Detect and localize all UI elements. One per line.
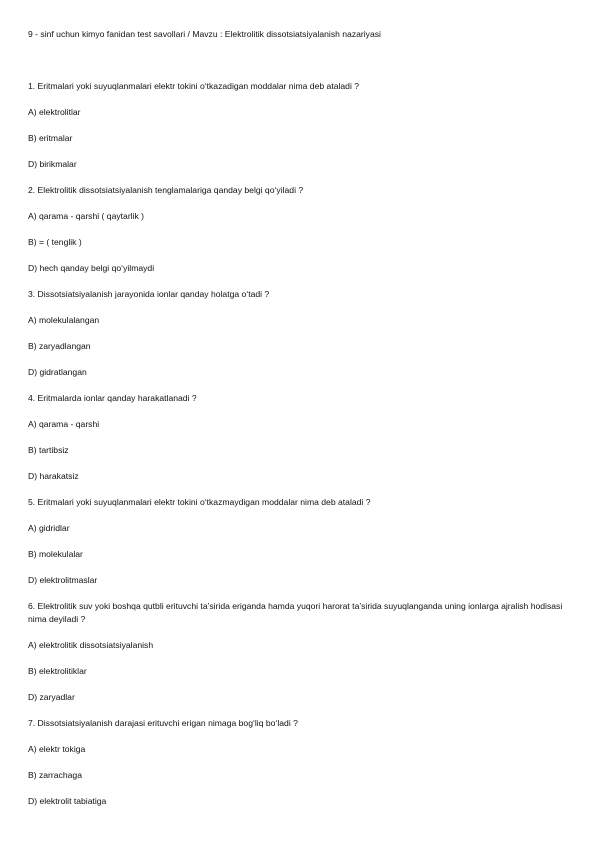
question-text: 1. Eritmalari yoki suyuqlanmalari elektr tokini o‘tkazadigan moddalar nima deb ataladi ?: [28, 81, 360, 91]
answer-option-a: A) qarama - qarshi ( qaytarlik ): [28, 211, 145, 221]
question-block: [28, 600, 568, 703]
question-text: 6. Elektrolitik suv yoki boshqa qutbli erituvchi ta’sirida eriganda hamda yuqori harorat ta’sirida suyuqlanganda uning ionlarga ajralish hodisasi nima deyiladi ?: [28, 601, 563, 624]
answer-option-a: A) elektrolitlar: [28, 107, 81, 117]
question-text: 3. Dissotsiatsiyalanish jarayonida ionlar qanday holatga o‘tadi ?: [28, 289, 270, 299]
answer-option-a: A) elektrolitik dissotsiatsiyalanish: [28, 640, 154, 650]
question-block: [28, 80, 568, 170]
answer-option-b: B) = ( tenglik ): [28, 237, 82, 247]
answer-option-b: B) zaryadlangan: [28, 341, 91, 351]
answer-option-d: D) gidratlangan: [28, 367, 87, 377]
answer-option-b: B) molekulalar: [28, 549, 83, 559]
answer-option-d: D) hech qanday belgi qo‘yilmaydi: [28, 263, 155, 273]
question-text: 4. Eritmalarda ionlar qanday harakatlanadi ?: [28, 393, 197, 403]
answer-option-b: B) elektrolitiklar: [28, 666, 87, 676]
question-block: [28, 496, 568, 586]
document-title: 9 - sinf uchun kimyo fanidan test savollari / Mavzu : Elektrolitik dissotsiatsiyalanish nazariyasi: [28, 29, 381, 39]
answer-option-b: B) zarrachaga: [28, 770, 82, 780]
answer-option-a: A) molekulalangan: [28, 315, 100, 325]
answer-option-d: D) birikmalar: [28, 159, 77, 169]
answer-option-a: A) gidridlar: [28, 523, 70, 533]
answer-option-d: D) harakatsiz: [28, 471, 79, 481]
question-block: [28, 717, 568, 807]
answer-option-a: A) elektr tokiga: [28, 744, 86, 754]
answer-option-b: B) tartibsiz: [28, 445, 69, 455]
answer-option-d: D) elektrolit tabiatiga: [28, 796, 107, 806]
document-page: [28, 28, 568, 821]
question-text: 5. Eritmalari yoki suyuqlanmalari elektr tokini o‘tkazmaydigan moddalar nima deb ataladi ?: [28, 497, 371, 507]
question-block: [28, 184, 568, 274]
answer-option-d: D) zaryadlar: [28, 692, 75, 702]
question-list: [28, 80, 568, 807]
answer-option-d: D) elektrolitmaslar: [28, 575, 98, 585]
question-block: [28, 392, 568, 482]
question-text: 7. Dissotsiatsiyalanish darajasi erituvchi erigan nimaga bog‘liq bo‘ladi ?: [28, 718, 298, 728]
question-text: 2. Elektrolitik dissotsiatsiyalanish tenglamalariga qanday belgi qo‘yiladi ?: [28, 185, 304, 195]
answer-option-b: B) eritmalar: [28, 133, 73, 143]
answer-option-a: A) qarama - qarshi: [28, 419, 100, 429]
question-block: [28, 288, 568, 378]
